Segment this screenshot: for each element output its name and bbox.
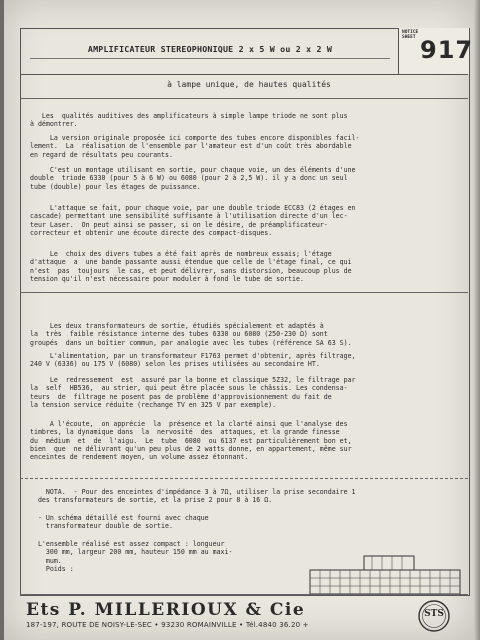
paragraph-ecoute: A l'écoute, on apprécie la présence et la clarté ainsi que l'analyse des timbres, la dynamique dans la nervosité des attaques, et la grande finesse du médium et de l'aigu. Le tube 6080 ou 6137 est particulièrement bon et, bien que ne délivrant qu'un peu plus de 2 watts donne, en appartement, même sur enceintes de rendement moyen, un volume assez étonnant. [30, 420, 352, 462]
paragraph-nota: NOTA. - Pour des enceintes d'impédance 3 à 7Ω, utiliser la prise secondaire 1 des transformateurs de sortie, et la prise 2 pour 8 à 16 Ω. [37, 488, 356, 505]
paragraph-intro: Les qualités auditives des amplificateurs à simple lampe triode ne sont plus à démontrer. [30, 112, 348, 129]
paper-edge [474, 0, 480, 640]
paragraph-version: La version originale proposée ici comporte des tubes encore disponibles facil- lement. La réalisation de l'ensemble par l'amateur est d'un coût très abordable en regard de résultats peu courants. [30, 134, 360, 159]
paragraph-schema: - Un schéma détaillé est fourni avec chaque transformateur double de sortie. [37, 514, 209, 531]
factory-building-illustration [306, 548, 466, 596]
paragraph-transformateurs: Les deux transformateurs de sortie, étudiés spécialement et adaptés à la très faible résistance interne des tubes 6330 ou 6080 (250-230 Ω) sont groupés dans un boîtier commun, par analogie avec les tubes (référence SA 63 S). [30, 322, 352, 347]
logo-text: STS [424, 609, 444, 619]
subtitle-divider [20, 98, 468, 99]
document-subtitle: à lampe unique, de hautes qualités [167, 80, 331, 89]
notice-sheet-label: NOTICE SHEET [402, 30, 419, 40]
paragraph-attaque: L'attaque se fait, pour chaque voie, par une double triode ECC83 (2 étages en cascade) permettant une sensibilité suffisante à l'utilisation directe d'un lec- teur Laser. On peut ainsi se passer, si on le désire, de préamplificateur- correcteur et obtenir une écoute directe des compact-disques. [30, 204, 356, 237]
paragraph-montage: C'est un montage utilisant en sortie, pour chaque voie, un des éléments d'une double triode 6330 (pour 5 à 6 W) ou 6080 (pour 2 à 2,5 W). il y a donc un seul tube (double) pour les étages de puissance. [30, 166, 356, 191]
title-rule [30, 58, 390, 59]
section-divider [20, 292, 468, 293]
paragraph-choix-tubes: Le choix des divers tubes a été fait après de nombreux essais; l'étage d'attaque a une bande passante aussi étendue que celle de l'étage final, ce qui n'est pas toujours le cas, et peut délivrer, sans distorsion, beaucoup plus de tension qu'il n'est nécessaire pour moduler à fond le tube de sortie. [30, 250, 352, 283]
company-address: 187-197, ROUTE DE NOISY-LE-SEC • 93230 ROMAINVILLE • Tél.4840 36.20 + [26, 621, 309, 629]
paragraph-alimentation: L'alimentation, par un transformateur F1763 permet d'obtenir, après filtrage, 240 V (6336) ou 175 V (6080) selon les prises utilisées au secondaire HT. [30, 352, 356, 369]
paragraph-dimensions: L'ensemble réalisé est assez compact : longueur 300 mm, largeur 200 mm, hauteur 150 mm au maxi- mum. Poids : [37, 540, 233, 573]
company-name: Ets P. MILLERIOUX & Cie [26, 600, 306, 620]
paragraph-redressement: Le redressement est assuré par la bonne et classique 5Z32, le filtrage par la self HB536, au strier, qui peut être placée sous le châssis. Les condensa- teurs de filtrage ne posent pas de problème d'approvisionnement du fait de la tension service réduite (rechange TV en 325 V par exemple). [30, 376, 356, 409]
nota-divider [20, 478, 468, 479]
footer-divider [20, 594, 468, 595]
sheet-number: 917 [420, 36, 474, 64]
document-title: AMPLIFICATEUR STEREOPHONIQUE 2 x 5 W ou 2 x 2 W [87, 44, 333, 54]
